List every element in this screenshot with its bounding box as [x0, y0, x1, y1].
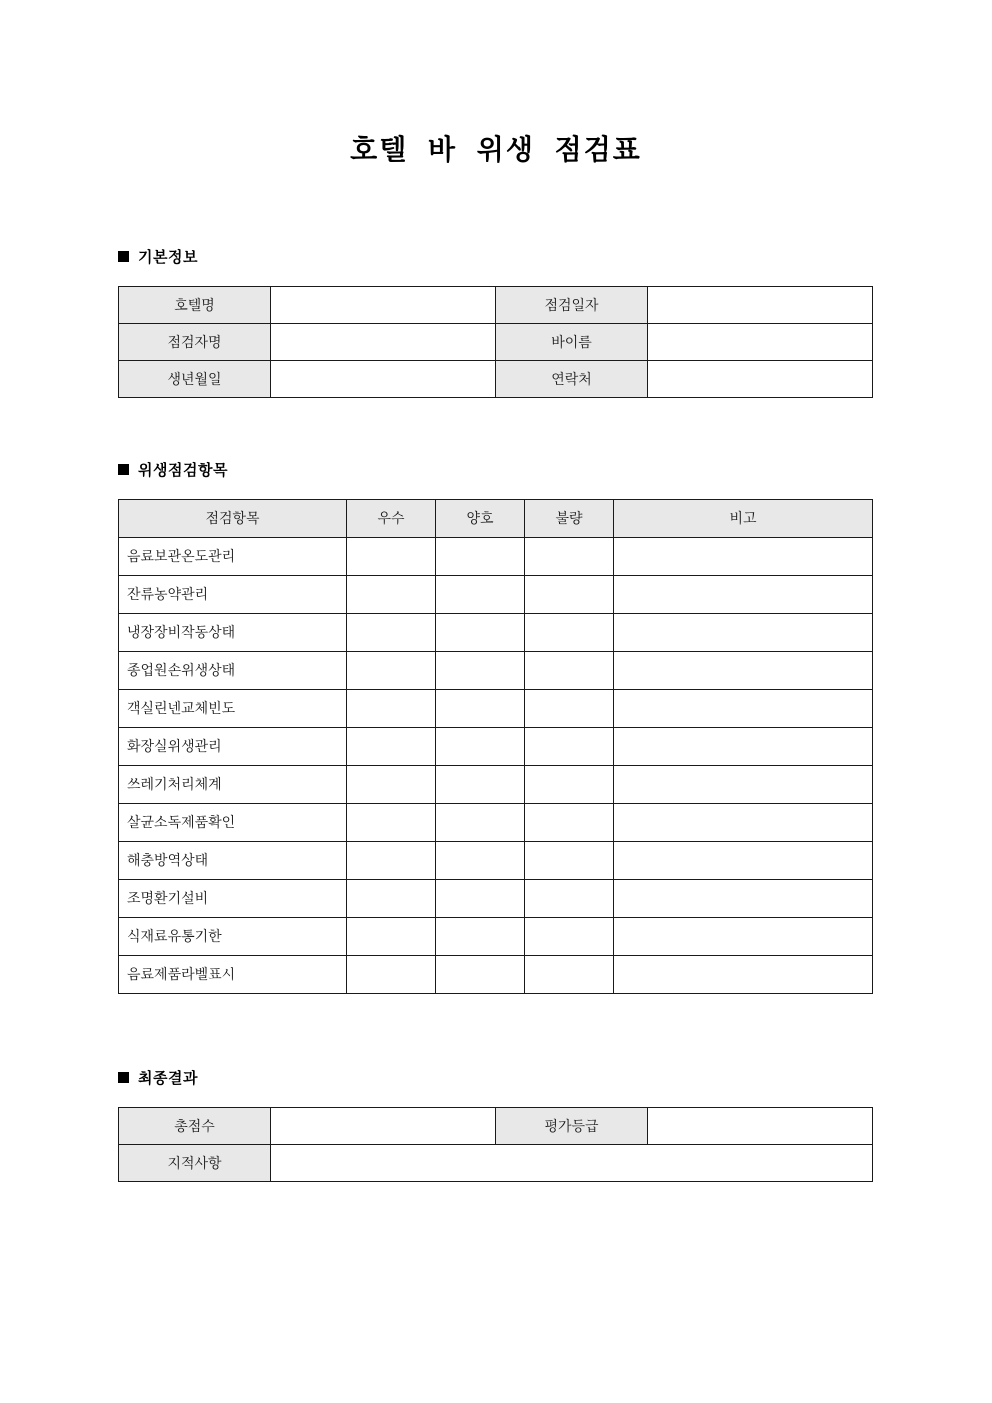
column-header-good: 양호 [436, 499, 525, 537]
inspection-note[interactable] [614, 917, 873, 955]
inspection-mark-poor[interactable] [525, 727, 614, 765]
black-square-bullet-icon [118, 1072, 129, 1083]
inspection-note[interactable] [614, 841, 873, 879]
label-inspector-name: 점검자명 [119, 323, 271, 360]
inspection-mark-good[interactable] [436, 613, 525, 651]
inspection-mark-excellent[interactable] [347, 613, 436, 651]
inspection-item-label: 종업원손위생상태 [119, 651, 347, 689]
field-contact[interactable] [648, 360, 873, 397]
basic-info-table [118, 286, 873, 398]
label-bar-name: 바이름 [496, 323, 648, 360]
label-hotel-name: 호텔명 [119, 286, 271, 323]
inspection-item-label: 식재료유통기한 [119, 917, 347, 955]
section-heading-label: 위생점검항목 [138, 460, 228, 479]
inspection-mark-good[interactable] [436, 917, 525, 955]
black-square-bullet-icon [118, 464, 129, 475]
inspection-mark-poor[interactable] [525, 537, 614, 575]
section-basic-info [0, 246, 992, 398]
table-row [119, 955, 873, 993]
inspection-mark-good[interactable] [436, 537, 525, 575]
black-square-bullet-icon [118, 251, 129, 262]
column-header-excellent: 우수 [347, 499, 436, 537]
inspection-note[interactable] [614, 765, 873, 803]
inspection-mark-excellent[interactable] [347, 917, 436, 955]
inspection-mark-excellent[interactable] [347, 955, 436, 993]
inspection-note[interactable] [614, 689, 873, 727]
inspection-mark-poor[interactable] [525, 575, 614, 613]
label-inspection-date: 점검일자 [496, 286, 648, 323]
inspection-mark-good[interactable] [436, 765, 525, 803]
table-row [119, 537, 873, 575]
inspection-item-label: 해충방역상태 [119, 841, 347, 879]
inspection-item-label: 쓰레기처리체계 [119, 765, 347, 803]
table-row [119, 689, 873, 727]
inspection-note[interactable] [614, 803, 873, 841]
inspection-items-table [118, 499, 873, 994]
table-row [119, 575, 873, 613]
inspection-mark-poor[interactable] [525, 879, 614, 917]
table-row [119, 323, 873, 360]
inspection-note[interactable] [614, 613, 873, 651]
field-findings[interactable] [271, 1144, 873, 1181]
inspection-mark-poor[interactable] [525, 917, 614, 955]
inspection-mark-good[interactable] [436, 727, 525, 765]
field-birth-date[interactable] [271, 360, 496, 397]
inspection-mark-excellent[interactable] [347, 537, 436, 575]
table-row [119, 727, 873, 765]
inspection-note[interactable] [614, 651, 873, 689]
field-total-score[interactable] [271, 1107, 496, 1144]
label-birth-date: 생년월일 [119, 360, 271, 397]
inspection-note[interactable] [614, 727, 873, 765]
inspection-item-label: 조명환기설비 [119, 879, 347, 917]
table-row [119, 917, 873, 955]
table-row [119, 803, 873, 841]
inspection-note[interactable] [614, 575, 873, 613]
inspection-mark-good[interactable] [436, 575, 525, 613]
section-heading-inspection-items [0, 459, 992, 480]
section-heading-label: 최종결과 [138, 1068, 198, 1087]
table-row [119, 1107, 873, 1144]
column-header-item: 점검항목 [119, 499, 347, 537]
inspection-mark-excellent[interactable] [347, 765, 436, 803]
inspection-mark-good[interactable] [436, 651, 525, 689]
inspection-mark-good[interactable] [436, 955, 525, 993]
table-row [119, 1144, 873, 1181]
inspection-mark-good[interactable] [436, 803, 525, 841]
table-row [119, 841, 873, 879]
inspection-mark-excellent[interactable] [347, 879, 436, 917]
section-heading-label: 기본정보 [138, 247, 198, 266]
field-bar-name[interactable] [648, 323, 873, 360]
column-header-poor: 불량 [525, 499, 614, 537]
inspection-mark-excellent[interactable] [347, 575, 436, 613]
section-heading-basic-info [0, 246, 992, 267]
inspection-mark-poor[interactable] [525, 689, 614, 727]
inspection-item-label: 살균소독제품확인 [119, 803, 347, 841]
section-inspection-items [0, 459, 992, 994]
page-title: 호텔 바 위생 점검표 [350, 133, 642, 166]
inspection-mark-excellent[interactable] [347, 841, 436, 879]
table-header-row [119, 499, 873, 537]
label-evaluation-grade: 평가등급 [496, 1107, 648, 1144]
inspection-item-label: 냉장장비작동상태 [119, 613, 347, 651]
inspection-mark-good[interactable] [436, 689, 525, 727]
final-result-table [118, 1107, 873, 1182]
label-findings: 지적사항 [119, 1144, 271, 1181]
table-row [119, 651, 873, 689]
inspection-note[interactable] [614, 879, 873, 917]
field-hotel-name[interactable] [271, 286, 496, 323]
table-row [119, 765, 873, 803]
table-row [119, 613, 873, 651]
table-row [119, 879, 873, 917]
field-evaluation-grade[interactable] [648, 1107, 873, 1144]
inspection-items-body [119, 537, 873, 993]
inspection-item-label: 잔류농약관리 [119, 575, 347, 613]
inspection-item-label: 화장실위생관리 [119, 727, 347, 765]
inspection-note[interactable] [614, 955, 873, 993]
field-inspector-name[interactable] [271, 323, 496, 360]
inspection-mark-excellent[interactable] [347, 727, 436, 765]
inspection-mark-good[interactable] [436, 841, 525, 879]
inspection-note[interactable] [614, 537, 873, 575]
inspection-mark-poor[interactable] [525, 841, 614, 879]
inspection-mark-poor[interactable] [525, 955, 614, 993]
table-row [119, 286, 873, 323]
inspection-mark-excellent[interactable] [347, 651, 436, 689]
column-header-note: 비고 [614, 499, 873, 537]
inspection-mark-poor[interactable] [525, 803, 614, 841]
inspection-item-label: 음료제품라벨표시 [119, 955, 347, 993]
inspection-mark-poor[interactable] [525, 613, 614, 651]
inspection-mark-excellent[interactable] [347, 803, 436, 841]
field-inspection-date[interactable] [648, 286, 873, 323]
inspection-mark-poor[interactable] [525, 651, 614, 689]
inspection-mark-good[interactable] [436, 879, 525, 917]
label-contact: 연락처 [496, 360, 648, 397]
label-total-score: 총점수 [119, 1107, 271, 1144]
section-final-result [0, 1067, 992, 1182]
inspection-item-label: 음료보관온도관리 [119, 537, 347, 575]
inspection-item-label: 객실린넨교체빈도 [119, 689, 347, 727]
section-heading-final-result [0, 1067, 992, 1088]
table-row [119, 360, 873, 397]
inspection-mark-excellent[interactable] [347, 689, 436, 727]
inspection-mark-poor[interactable] [525, 765, 614, 803]
